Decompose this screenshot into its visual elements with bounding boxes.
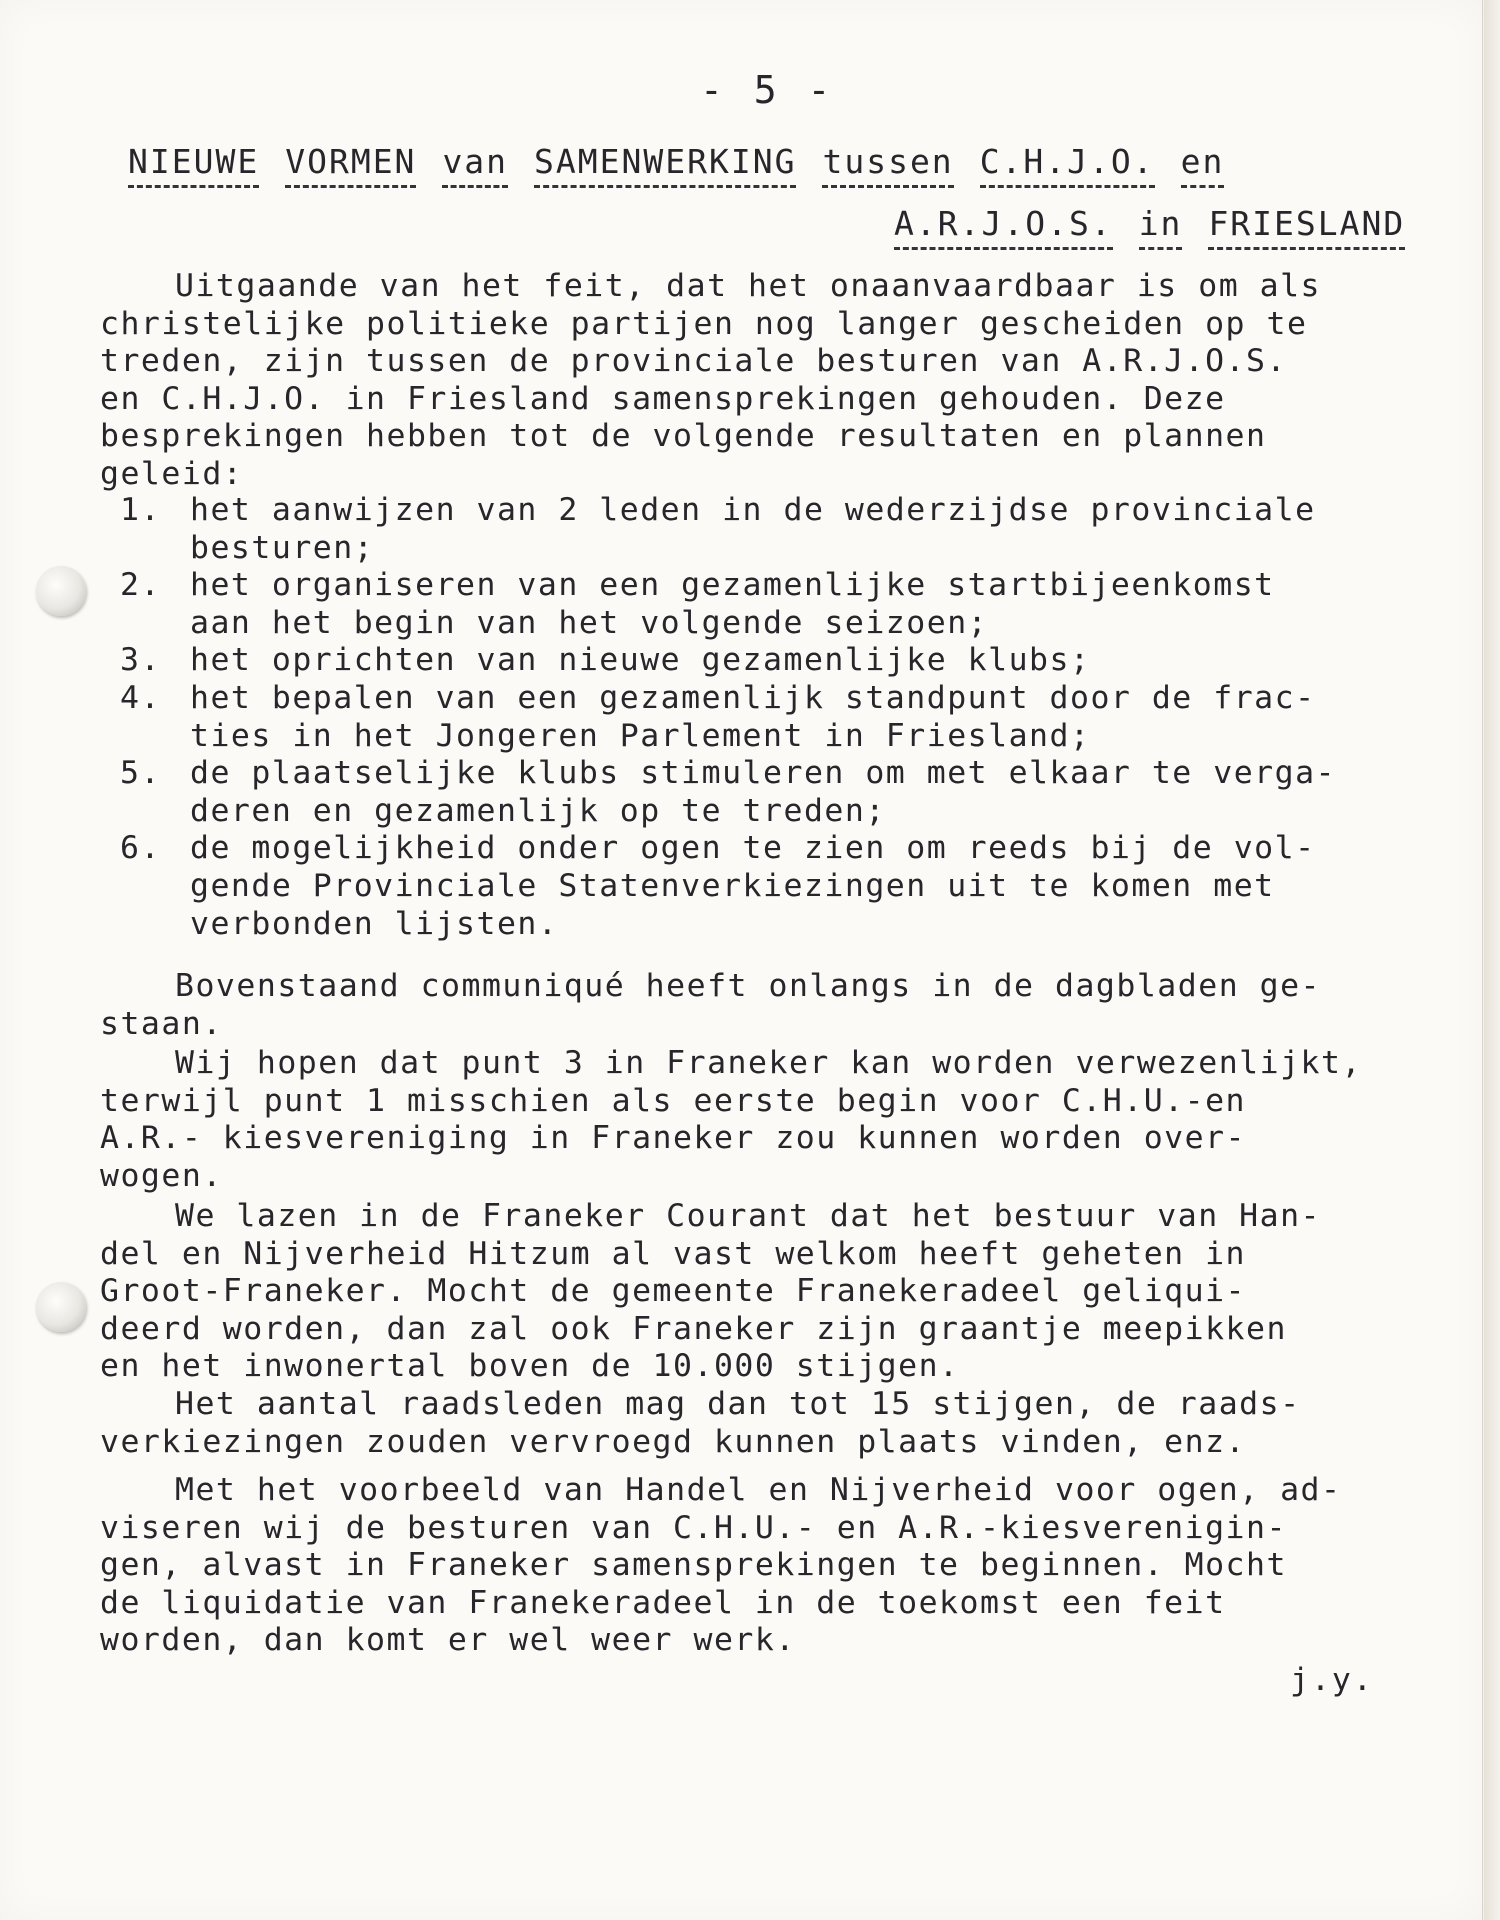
text-line: deren en gezamenlijk op te treden; (190, 792, 886, 829)
list-number: 5. (120, 755, 161, 792)
list-item (100, 755, 1480, 830)
punch-hole (36, 566, 86, 616)
title-line-1 (128, 142, 1250, 188)
text-line: het oprichten van nieuwe gezamenlijke klubs; (190, 642, 1091, 679)
text-line: del en Nijverheid Hitzum al vast welkom heeft geheten in (100, 1235, 1247, 1272)
text-line: Uitgaande van het feit, dat het onaanvaardbaar is om als (175, 268, 1322, 304)
results-list (100, 492, 1480, 943)
title-line-2 (894, 204, 1431, 250)
advice-paragraph (100, 1472, 1480, 1660)
hope-paragraph (100, 1045, 1480, 1195)
text-line: en het inwonertal boven de 10.000 stijgen. (100, 1348, 960, 1385)
list-item (100, 830, 1480, 943)
text-line: staan. (100, 1005, 223, 1042)
text-line: geleid: (100, 455, 244, 492)
punch-hole (36, 1282, 86, 1332)
courant-paragraph (100, 1198, 1480, 1386)
text-line: christelijke politieke partijen nog langer gescheiden op te (100, 305, 1308, 342)
text-line: gen, alvast in Franeker samensprekingen te beginnen. Mocht (100, 1547, 1287, 1584)
text-line: ties in het Jongeren Parlement in Friesland; (190, 717, 1091, 754)
title-word: VORMEN (285, 142, 416, 188)
text-line: het bepalen van een gezamenlijk standpunt door de frac- (190, 679, 1316, 716)
intro-paragraph (100, 268, 1480, 494)
text-line: treden, zijn tussen de provinciale besturen van A.R.J.O.S. (100, 343, 1287, 380)
list-item (100, 567, 1480, 642)
list-item (100, 492, 1480, 567)
text-line: besprekingen hebben tot de volgende resultaten en plannen (100, 418, 1267, 455)
paper-edge (1484, 0, 1500, 1920)
list-item (100, 680, 1480, 755)
list-number: 4. (120, 679, 161, 716)
text-line: de mogelijkheid onder ogen te zien om reeds bij de vol- (190, 830, 1316, 867)
text-line: A.R.- kiesvereniging in Franeker zou kunnen worden over- (100, 1120, 1247, 1157)
title-word: C.H.J.O. (980, 142, 1155, 188)
text-line: Met het voorbeeld van Handel en Nijverheid voor ogen, ad- (175, 1472, 1342, 1508)
list-item (100, 642, 1480, 680)
text-line: viseren wij de besturen van C.H.U.- en A.R.-kiesverenigin- (100, 1509, 1287, 1546)
title-word: FRIESLAND (1208, 204, 1405, 250)
text-line: Het aantal raadsleden mag dan tot 15 stijgen, de raads- (175, 1386, 1301, 1422)
list-number: 2. (120, 567, 161, 604)
title-word: A.R.J.O.S. (894, 204, 1113, 250)
title-word: SAMENWERKING (534, 142, 796, 188)
text-line: verbonden lijsten. (190, 905, 559, 942)
list-number: 6. (120, 830, 161, 867)
text-line: We lazen in de Franeker Courant dat het bestuur van Han- (175, 1198, 1322, 1234)
text-line: wogen. (100, 1157, 223, 1194)
title-word: en (1181, 142, 1225, 188)
text-line: Groot-Franeker. Mocht de gemeente Franekeradeel geliqui- (100, 1273, 1247, 1310)
page-number: - 5 - (700, 68, 835, 112)
text-line: Wij hopen dat punt 3 in Franeker kan worden verwezenlijkt, (175, 1045, 1362, 1081)
text-line: en C.H.J.O. in Friesland samensprekingen gehouden. Deze (100, 380, 1226, 417)
text-line: terwijl punt 1 misschien als eerste begin voor C.H.U.-en (100, 1082, 1247, 1119)
title-word: NIEUWE (128, 142, 259, 188)
text-line: besturen; (190, 529, 375, 566)
text-line: verkiezingen zouden vervroegd kunnen plaats vinden, enz. (100, 1423, 1247, 1460)
author-initials: j.y. (1290, 1662, 1374, 1698)
text-line: gende Provinciale Statenverkiezingen uit te komen met (190, 867, 1275, 904)
text-line: Bovenstaand communiqué heeft onlangs in de dagbladen ge- (175, 968, 1322, 1004)
title-word: van (442, 142, 508, 188)
title-word: in (1139, 204, 1183, 250)
communique-paragraph (100, 968, 1480, 1043)
list-number: 3. (120, 642, 161, 679)
council-paragraph (100, 1386, 1480, 1461)
text-line: deerd worden, dan zal ook Franeker zijn graantje meepikken (100, 1310, 1287, 1347)
text-line: worden, dan komt er wel weer werk. (100, 1622, 796, 1659)
text-line: de liquidatie van Franekeradeel in de toekomst een feit (100, 1584, 1226, 1621)
text-line: het organiseren van een gezamenlijke startbijeenkomst (190, 567, 1275, 604)
text-line: het aanwijzen van 2 leden in de wederzijdse provinciale (190, 492, 1316, 528)
list-number: 1. (120, 492, 161, 528)
text-line: de plaatselijke klubs stimuleren om met elkaar te verga- (190, 755, 1337, 792)
text-line: aan het begin van het volgende seizoen; (190, 604, 989, 641)
title-word: tussen (822, 142, 953, 188)
